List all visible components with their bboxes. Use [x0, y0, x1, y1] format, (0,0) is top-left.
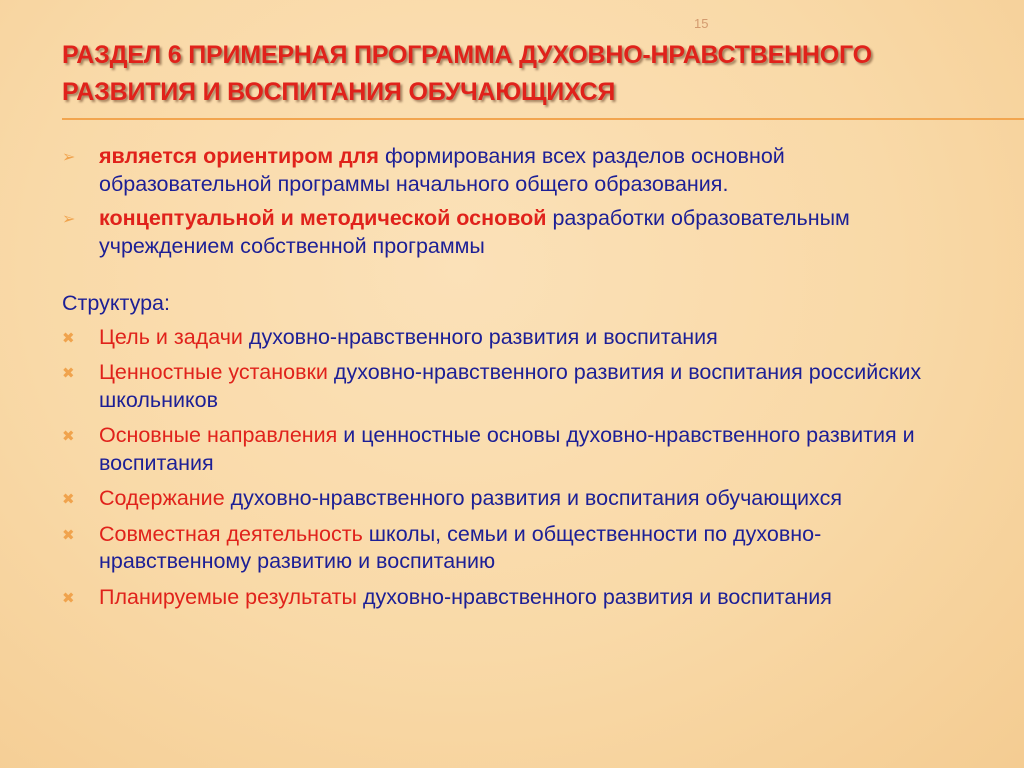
structure-text: духовно-нравственного развития и воспитания — [356, 584, 832, 609]
structure-item — [62, 324, 962, 352]
structure-heading: Структура: — [62, 291, 170, 315]
slide-content — [62, 143, 962, 619]
structure-text: и ценностные основы духовно-нравственного развития и воспитания — [99, 423, 915, 475]
arrow-bullet-icon: ➢ — [62, 149, 76, 166]
arrow-bullet-icon: ➢ — [62, 211, 76, 228]
cross-bullet-icon: ✖ — [62, 491, 75, 508]
intro-highlight: концептуальной и методической основой — [99, 206, 547, 230]
intro-highlight: является ориентиром для — [99, 144, 379, 168]
structure-list — [62, 324, 962, 612]
title-line-2: РАЗВИТИЯ И ВОСПИТАНИЯ ОБУЧАЮЩИХСЯ — [62, 78, 616, 106]
intro-item — [62, 143, 962, 198]
title-line-1: РАЗДЕЛ 6 ПРИМЕРНАЯ ПРОГРАММА ДУХОВНО-НРАВСТВЕННОГО — [62, 41, 872, 69]
intro-item — [62, 205, 962, 260]
structure-item — [62, 485, 962, 513]
structure-highlight: Планируемые результаты — [99, 584, 357, 609]
structure-highlight: Основные направления — [99, 423, 338, 447]
intro-list — [62, 143, 962, 260]
structure-text: духовно-нравственного развития и воспитания — [242, 324, 718, 349]
cross-bullet-icon: ✖ — [62, 526, 75, 544]
structure-item — [62, 359, 962, 414]
structure-text: духовно-нравственного развития и воспитания обучающихся — [224, 486, 842, 510]
structure-highlight: Совместная деятельность — [99, 521, 363, 546]
cross-bullet-icon: ✖ — [62, 329, 75, 347]
structure-item — [62, 422, 962, 477]
title-divider — [62, 118, 1024, 120]
cross-bullet-icon: ✖ — [62, 589, 75, 607]
page-number: 15 — [694, 16, 709, 31]
structure-item — [62, 584, 962, 612]
structure-item — [62, 521, 962, 576]
intro-text: разработки образовательным учреждением собственной программы — [99, 206, 850, 258]
slide-title — [62, 37, 982, 111]
structure-highlight: Содержание — [99, 486, 225, 510]
structure-text: школы, семьи и общественности по духовно-нравственному развитию и воспитанию — [99, 521, 822, 573]
structure-text: духовно-нравственного развития и воспитания российских школьников — [99, 360, 922, 412]
cross-bullet-icon: ✖ — [62, 365, 75, 382]
structure-highlight: Цель и задачи — [99, 324, 243, 349]
cross-bullet-icon: ✖ — [62, 428, 75, 445]
intro-text: формирования всех разделов основной образовательной программы начального общего образования. — [99, 144, 785, 196]
structure-highlight: Ценностные установки — [99, 360, 328, 384]
